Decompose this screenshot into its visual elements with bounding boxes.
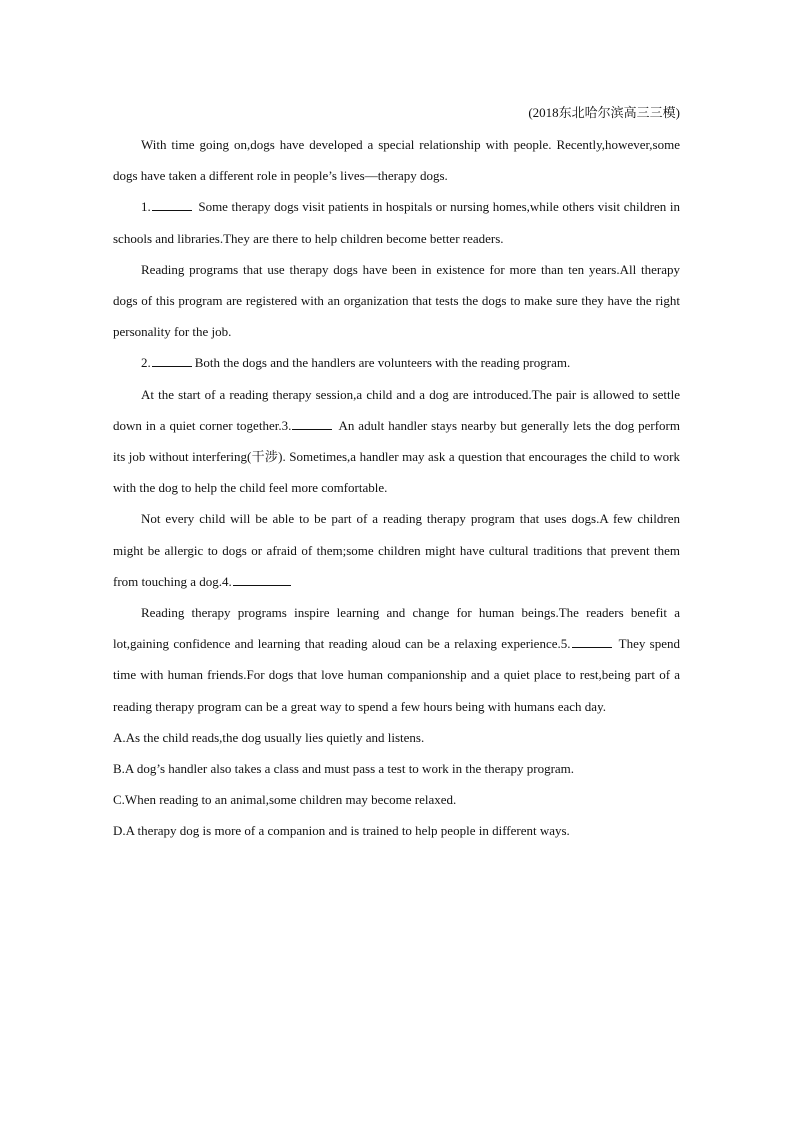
- answer-blank[interactable]: [152, 198, 192, 211]
- paragraph-blank-4: [113, 503, 680, 597]
- answer-blank[interactable]: [292, 417, 332, 430]
- blank-number: 4.: [222, 573, 232, 589]
- option-c: C.When reading to an animal,some children may become relaxed.: [113, 792, 457, 808]
- answer-blank[interactable]: [572, 635, 612, 648]
- paragraph-blank-5: [113, 597, 680, 722]
- paragraph-text: Some therapy dogs visit patients in hospitals or nursing homes,while others visit children in schools and libraries.They are there to help children become better readers.: [113, 199, 681, 246]
- option-b: B.A dog’s handler also takes a class and must pass a test to work in the therapy program.: [113, 761, 575, 777]
- paragraph-text: At the start of a reading therapy session,a child and a dog are introduced.The pair is allowed to settle down in a quiet corner together.: [113, 386, 680, 433]
- paragraph-text: Reading therapy programs inspire learning and change for human beings.The readers benefit a lot,gaining confidence and learning that reading aloud can be a relaxing experience.: [113, 605, 680, 652]
- paragraph-intro: With time going on,dogs have developed a special relationship with people. Recently,however,some dogs have taken a different role in people’s lives—therapy dogs.: [113, 137, 680, 184]
- paragraph-text: An adult handler stays nearby but generally lets the dog perform its job without interfering(干涉). Sometimes,a handler may ask a question that encourages the child to work with the dog to help the child feel more comfortable.: [113, 417, 680, 496]
- paragraph-blank-1: [113, 191, 680, 253]
- option-a: A.As the child reads,the dog usually lies quietly and listens.: [113, 729, 425, 745]
- blank-number: 3.: [281, 417, 292, 433]
- answer-blank[interactable]: [233, 573, 291, 586]
- blank-number: 2.: [141, 355, 151, 371]
- option-d: D.A therapy dog is more of a companion and is trained to help people in different ways.: [113, 823, 570, 839]
- paragraph-blank-2: [113, 347, 680, 378]
- blank-number: 5.: [560, 636, 571, 652]
- paragraph-reading-programs: Reading programs that use therapy dogs have been in existence for more than ten years.All therapy dogs of this program are registered with an organization that tests the dogs to make sure they have the right personality for the job.: [113, 261, 680, 340]
- paragraph-blank-3: [113, 379, 680, 504]
- blank-number: 1.: [141, 199, 151, 215]
- document-page: [113, 99, 680, 847]
- source-citation: (2018东北哈尔滨高三三模): [528, 105, 680, 120]
- answer-blank[interactable]: [152, 354, 192, 367]
- paragraph-text: They spend time with human friends.For dogs that love human companionship and a quiet place to rest,being part of a reading therapy program can be a great way to spend a few hours being with humans each day.: [113, 636, 681, 714]
- paragraph-text: Not every child will be able to be part of a reading therapy program that uses dogs.A few children might be allergic to dogs or afraid of them;some children might have cultural traditions that prevent them from touching a dog.: [113, 511, 680, 589]
- paragraph-text: Both the dogs and the handlers are volunteers with the reading program.: [194, 355, 571, 371]
